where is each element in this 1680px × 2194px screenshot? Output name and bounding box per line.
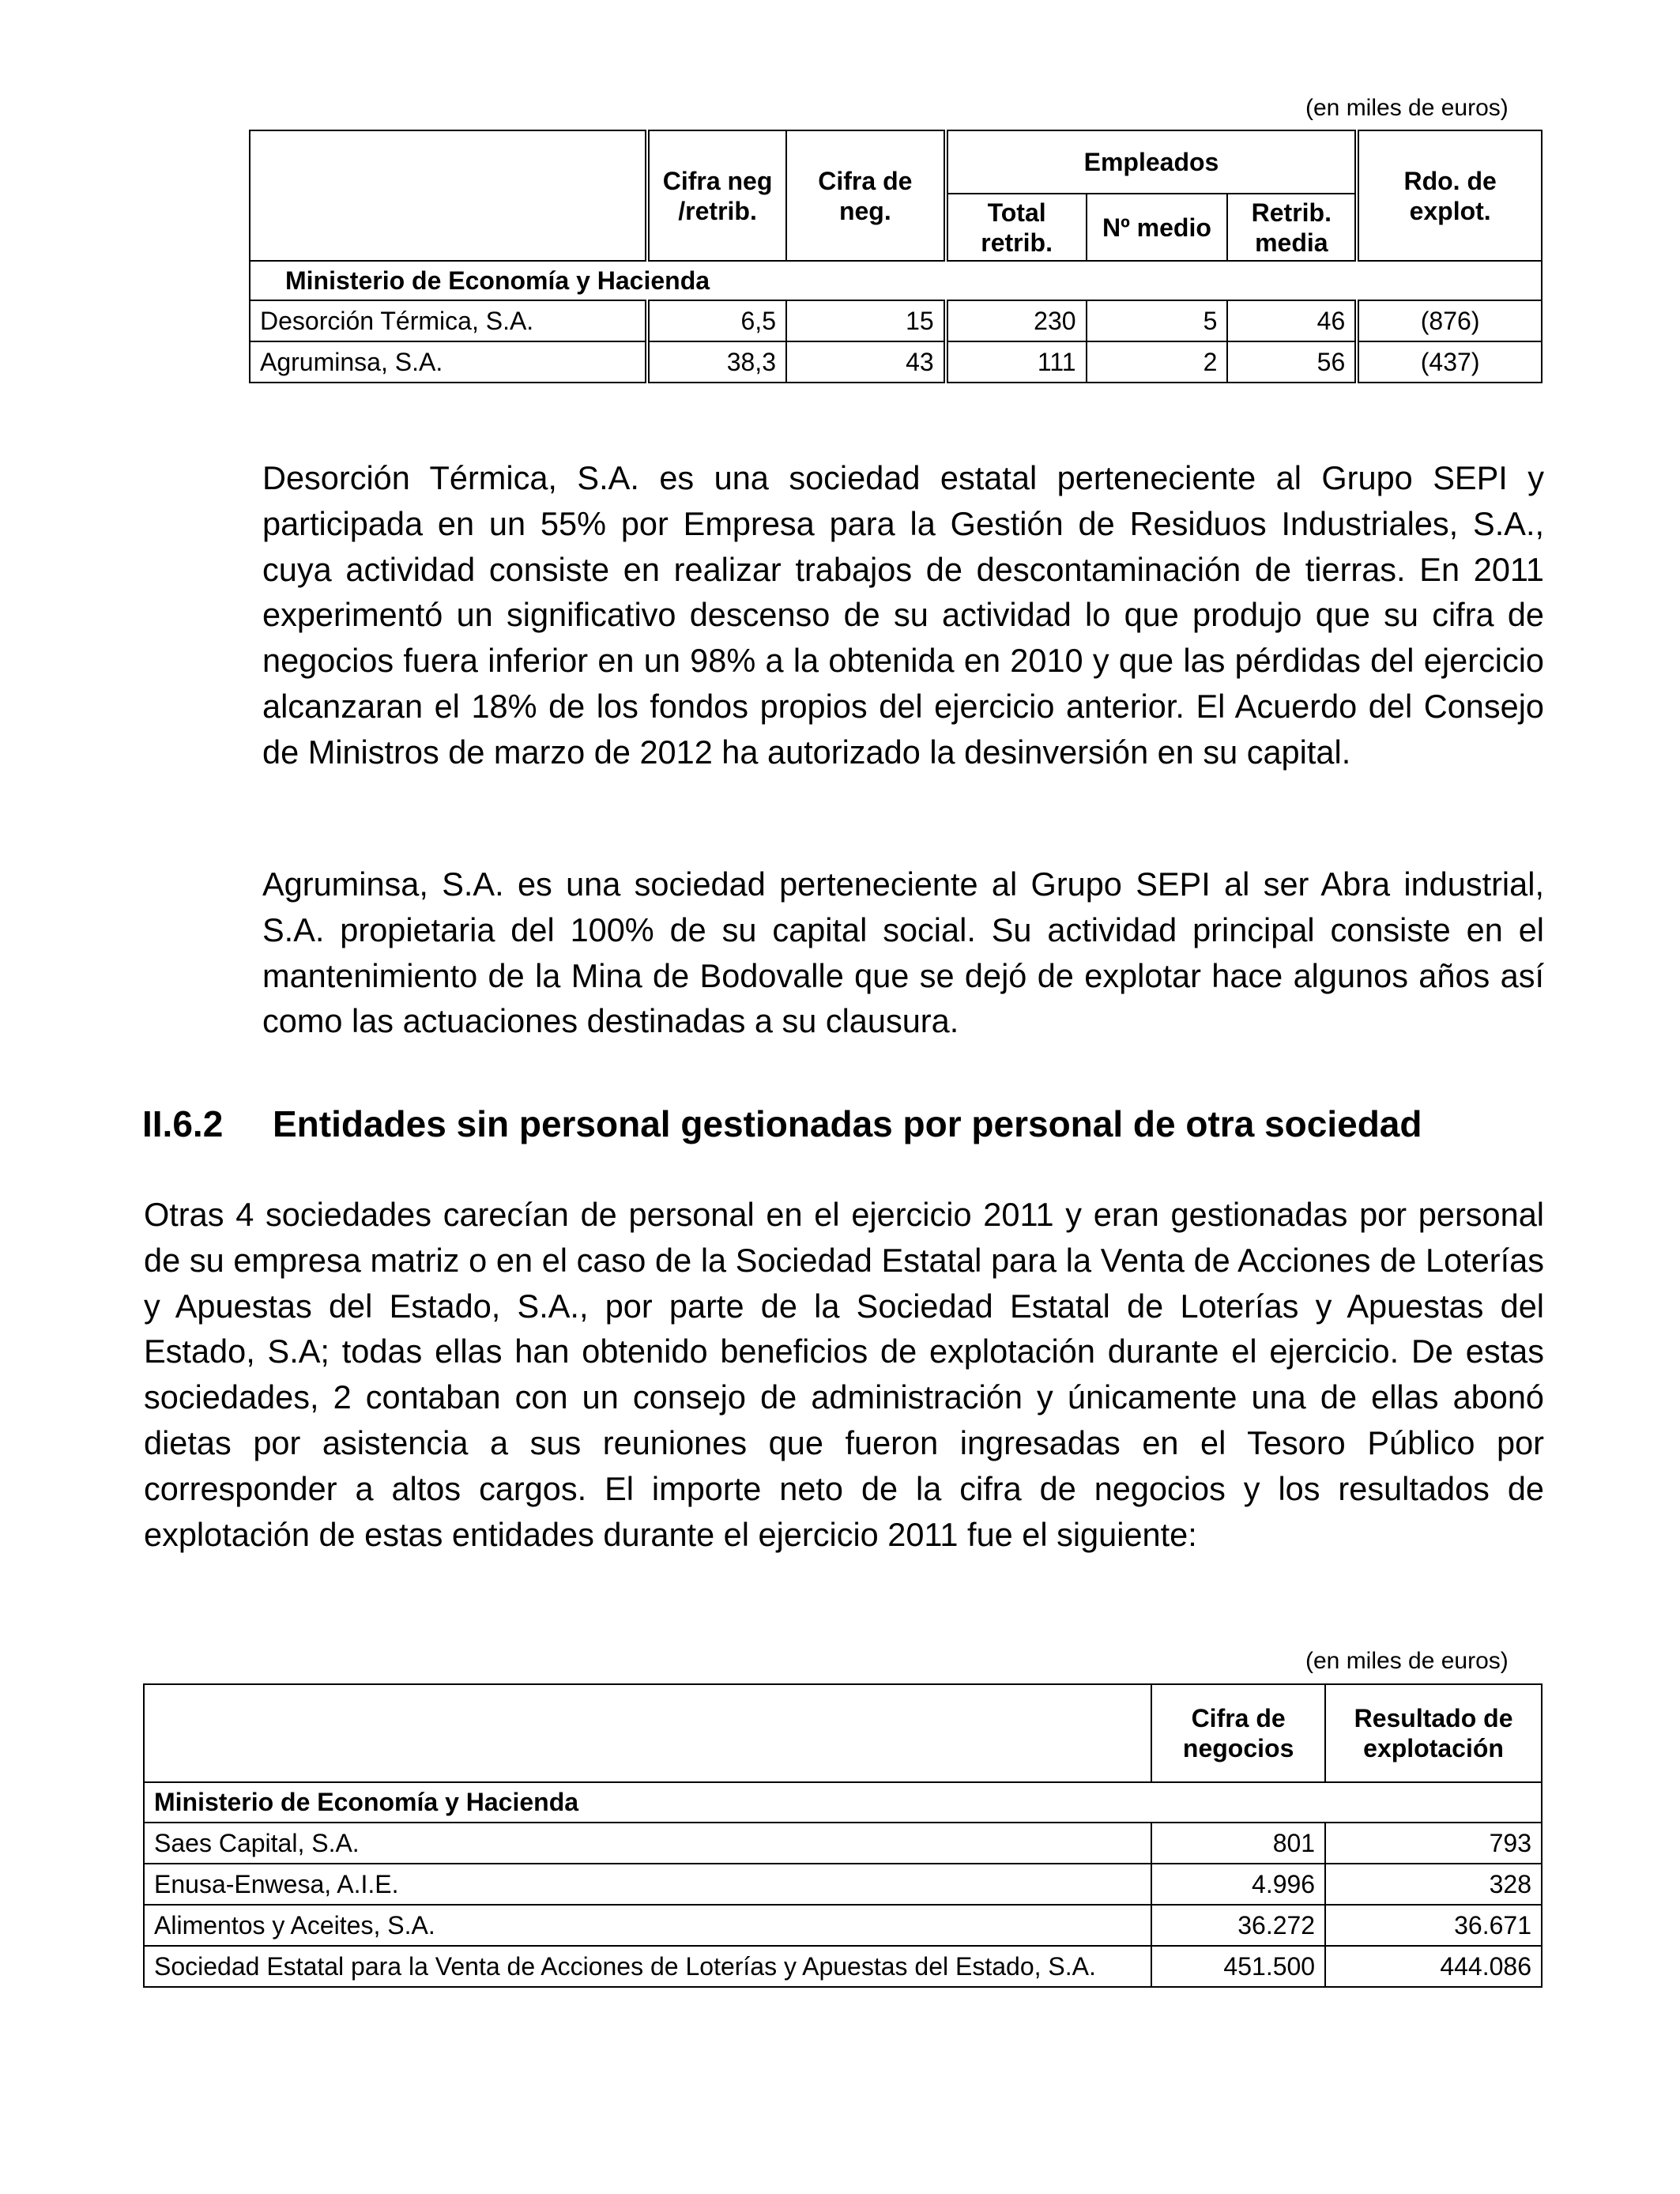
n-medio-value: 2	[1087, 341, 1228, 383]
paragraph-agruminsa: Agruminsa, S.A. es una sociedad perteneciente al Grupo SEPI al ser Abra industrial, S.A. propietaria del 100% de su capital social. Su actividad principal consiste en el mantenimiento de la Mina de Bodovalle que se dejó de explotar hace algunos años así como las actuaciones destinadas a su clausura.	[262, 865, 1544, 1040]
cifra-neg-retrib-value: 38,3	[647, 341, 786, 383]
col-empleados: Empleados	[946, 130, 1358, 194]
section-heading	[142, 1103, 1422, 1145]
col-cifra-negocios: Cifra de negocios	[1151, 1684, 1325, 1782]
col-rdo-explot: Rdo. de explot.	[1357, 130, 1542, 261]
entity-name: Agruminsa, S.A.	[250, 341, 647, 383]
entity-name: Alimentos y Aceites, S.A.	[144, 1905, 1151, 1946]
table-row	[144, 1946, 1542, 1987]
cifra-de-neg-value: 15	[786, 300, 946, 341]
section-number: II.6.2	[142, 1103, 224, 1144]
cifra-value: 451.500	[1151, 1946, 1325, 1987]
table-row	[250, 341, 1542, 383]
table-row	[144, 1905, 1542, 1946]
resultado-value: 36.671	[1325, 1905, 1542, 1946]
cifra-neg-retrib-value: 6,5	[647, 300, 786, 341]
cifra-value: 4.996	[1151, 1864, 1325, 1905]
paragraph-otras-sociedades: Otras 4 sociedades carecían de personal en el ejercicio 2011 y eran gestionadas por personal de su empresa matriz o en el caso de la Sociedad Estatal para la Venta de Acciones de Loterías y Apuestas del Estado, S.A., por parte de la Sociedad Estatal de Loterías y Apuestas del Estado, S.A; todas ellas han obtenido beneficios de explotación durante el ejercicio. De estas sociedades, 2 contaban con un consejo de administración y únicamente una de ellas abonó dietas por asistencia a sus reuniones que fueron ingresadas en el Tesoro Público por corresponder a altos cargos. El importe neto de la cifra de negocios y los resultados de explotación de estas entidades durante el ejercicio 2011 fue el siguiente:	[144, 1196, 1544, 1553]
entity-name: Saes Capital, S.A.	[144, 1823, 1151, 1864]
entities-table	[143, 1683, 1543, 1988]
col-resultado-explotacion: Resultado de explotación	[1325, 1684, 1542, 1782]
table-row	[250, 300, 1542, 341]
entity-name: Sociedad Estatal para la Venta de Acciones de Loterías y Apuestas del Estado, S.A.	[144, 1946, 1151, 1987]
resultado-value: 328	[1325, 1864, 1542, 1905]
total-retrib-value: 111	[946, 341, 1087, 383]
rdo-explot-value: (876)	[1357, 300, 1542, 341]
group-row: Ministerio de Economía y Hacienda	[144, 1782, 1542, 1823]
col-n-medio: Nº medio	[1087, 194, 1228, 261]
col-total-retrib: Total retrib.	[946, 194, 1087, 261]
col-retrib-media: Retrib. media	[1227, 194, 1357, 261]
employees-table	[249, 130, 1543, 383]
n-medio-value: 5	[1087, 300, 1228, 341]
header-empty-cell	[144, 1684, 1151, 1782]
entity-name: Enusa-Enwesa, A.I.E.	[144, 1864, 1151, 1905]
col-cifra-de-neg: Cifra de neg.	[786, 130, 946, 261]
resultado-value: 444.086	[1325, 1946, 1542, 1987]
table2-units: (en miles de euros)	[1305, 1648, 1509, 1674]
total-retrib-value: 230	[946, 300, 1087, 341]
retrib-media-value: 46	[1227, 300, 1357, 341]
cifra-value: 801	[1151, 1823, 1325, 1864]
rdo-explot-value: (437)	[1357, 341, 1542, 383]
header-empty-cell	[250, 130, 647, 261]
cifra-de-neg-value: 43	[786, 341, 946, 383]
resultado-value: 793	[1325, 1823, 1542, 1864]
table-row	[144, 1823, 1542, 1864]
table-row	[144, 1864, 1542, 1905]
table1-units: (en miles de euros)	[1305, 95, 1509, 121]
section-title: Entidades sin personal gestionadas por personal de otra sociedad	[273, 1103, 1422, 1144]
entity-name: Desorción Térmica, S.A.	[250, 300, 647, 341]
paragraph-desorcion: Desorción Térmica, S.A. es una sociedad estatal perteneciente al Grupo SEPI y participada en un 55% por Empresa para la Gestión de Residuos Industriales, S.A., cuya actividad consiste en realizar trabajos de descontaminación de tierras. En 2011 experimentó un significativo descenso de su actividad lo que produjo que su cifra de negocios fuera inferior en un 98% a la obtenida en 2010 y que las pérdidas del ejercicio alcanzaran el 18% de los fondos propios del ejercicio anterior. El Acuerdo del Consejo de Ministros de marzo de 2012 ha autorizado la desinversión en su capital.	[262, 459, 1544, 771]
col-cifra-neg-retrib: Cifra neg /retrib.	[647, 130, 786, 261]
retrib-media-value: 56	[1227, 341, 1357, 383]
cifra-value: 36.272	[1151, 1905, 1325, 1946]
group-row: Ministerio de Economía y Hacienda	[250, 261, 1542, 300]
